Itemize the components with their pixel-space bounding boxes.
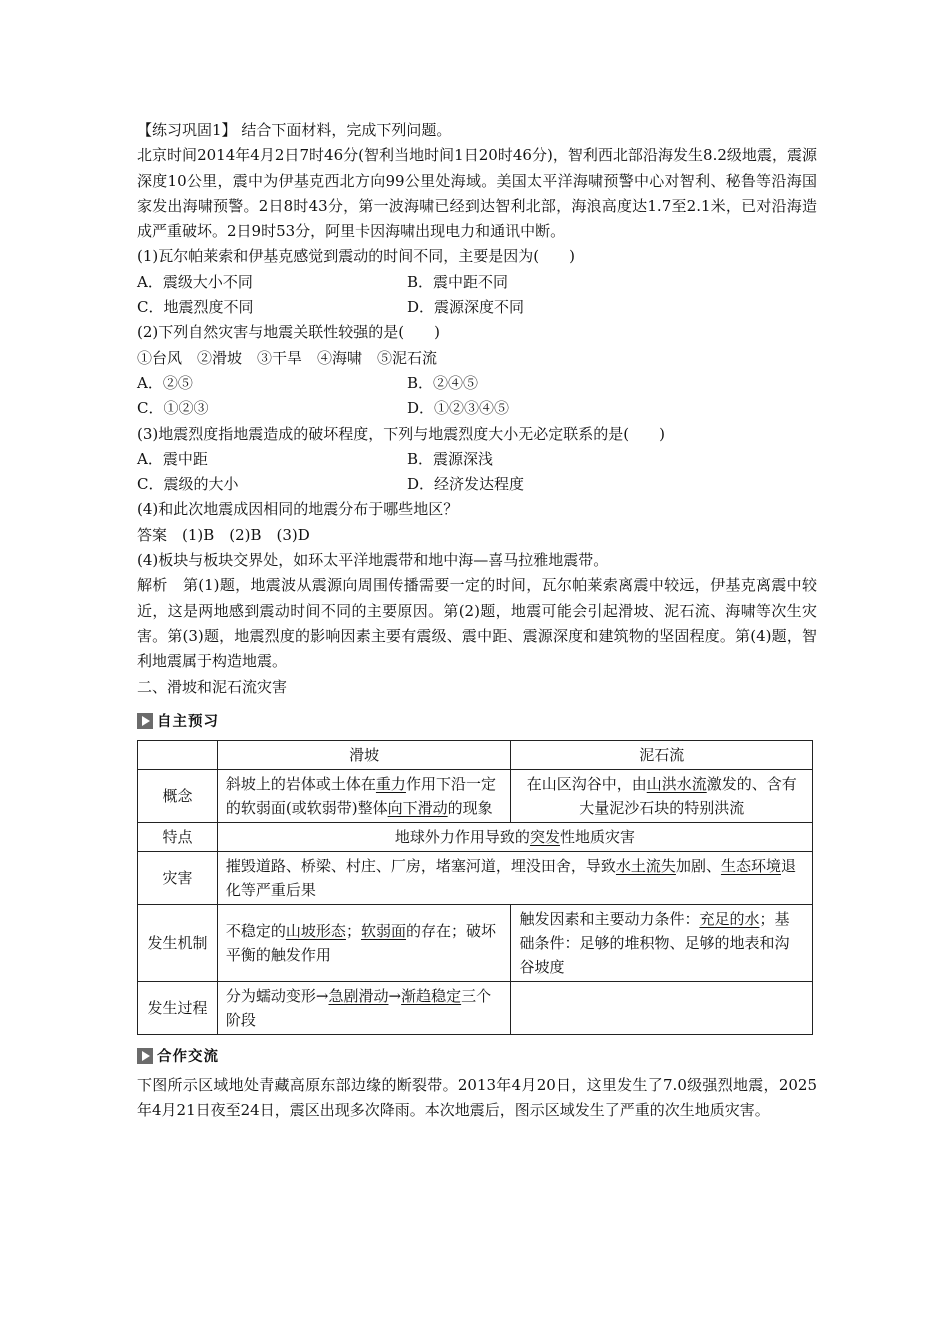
question-1-options-row1 [137,270,817,295]
header-landslide: 滑坡 [217,740,511,769]
option-a: A．震中距 [137,449,208,468]
row-label-mechanism: 发生机制 [138,904,218,981]
question-3-options-row2 [137,472,817,497]
option-d: D．震源深度不同 [407,298,525,317]
question-1-stem: (1)瓦尔帕莱索和伊基克感觉到震动的时间不同，主要是因为( ) [137,247,575,266]
document-body [137,118,817,1123]
option-b: B．震源深浅 [407,449,494,468]
question-3-stem: (3)地震烈度指地震造成的破坏程度，下列与地震烈度大小无必定联系的是( ) [137,424,665,443]
option-b: B．震中距不同 [407,272,509,291]
question-2-stem: (2)下列自然灾害与地震关联性较强的是( ) [137,323,440,342]
exercise-instruction: 结合下面材料，完成下列问题。 [241,121,452,139]
option-c: C．震级的大小 [137,475,239,494]
exercise-material: 北京时间2014年4月2日7时46分(智利当地时间1日20时46分)，智利西北部沿海发生8.2级地震，震源深度10公里，震中为伊基克西北方向99公里处海域。美国太平洋海啸预警中心对智利、秘鲁等沿海国家发出海啸预警。2日8时43分，第一波海啸已经到达智利北部，海浪高度达1.7至2.1米，已对沿海造成严重破坏。2日9时53分，阿里卡因海啸出现电力和通讯中断。 [137,146,817,241]
play-triangle-icon [137,1048,153,1064]
answer-4: (4)板块与板块交界处，如环太平洋地震带和地中海—喜马拉雅地震带。 [137,551,609,570]
question-1-options-row2 [137,295,817,320]
cell-debris-process [511,981,813,1034]
cell-landslide-mechanism: 不稳定的山坡形态；软弱面的存在；破坏平衡的触发作用 [217,904,511,981]
table-header-row [138,740,813,769]
exercise-title: 【练习巩固1】 [137,121,237,139]
exercise-heading [137,118,817,143]
row-label-concept: 概念 [138,769,218,822]
option-d: D．经济发达程度 [407,475,525,494]
question-3-options-row1 [137,447,817,472]
cooperate-text: 下图所示区域地处青藏高原东部边缘的断裂带。2013年4月20日，这里发生了7.0级强烈地震，2025年4月21日夜至24日，震区出现多次降雨。本次地震后，图示区域发生了严重的次生地质灾害。 [137,1075,817,1120]
table-corner-cell [138,740,218,769]
cooperate-label: 合作交流 [157,1049,219,1066]
preview-label: 自主预习 [157,714,219,731]
cell-debris-mechanism: 触发因素和主要动力条件：充足的水；基础条件：足够的堆积物、足够的地表和沟谷坡度 [511,904,813,981]
comparison-table [137,740,813,1035]
question-2-items: ①台风 ②滑坡 ③干旱 ④海啸 ⑤泥石流 [137,348,438,367]
cell-landslide-concept: 斜坡上的岩体或土体在重力作用下沿一定的软弱面(或软弱带)整体向下滑动的现象 [217,769,511,822]
option-c: C．地震烈度不同 [137,298,254,317]
analysis-text: 解析 第(1)题，地震波从震源向周围传播需要一定的时间，瓦尔帕莱索离震中较远，伊基克离震中较近，这是两地感到震动时间不同的主要原因。第(2)题，地震可能会引起滑坡、泥石流、海啸等次生灾害。第(3)题，地震烈度的影响因素主要有震级、震中距、震源深度和建筑物的坚固程度。第(4)题，智利地震属于构造地震。 [137,576,817,671]
cell-hazard: 摧毁道路、桥梁、村庄、厂房，堵塞河道，埋没田舍，导致水土流失加剧、生态环境退化等严重后果 [217,851,812,904]
row-label-hazard: 灾害 [138,851,218,904]
answer-line: 答案 (1)B (2)B (3)D [137,525,310,544]
option-a: A．震级大小不同 [137,272,253,291]
option-d: D．①②③④⑤ [407,399,510,418]
table-row [138,904,813,981]
row-label-process: 发生过程 [138,981,218,1034]
cell-feature: 地球外力作用导致的突发性地质灾害 [217,822,812,851]
header-debris-flow: 泥石流 [511,740,813,769]
row-label-feature: 特点 [138,822,218,851]
cell-landslide-process: 分为蠕动变形→急剧滑动→渐趋稳定三个阶段 [217,981,511,1034]
table-row [138,769,813,822]
table-row [138,851,813,904]
option-a: A．②⑤ [137,373,193,392]
play-triangle-icon [137,713,153,729]
table-row [138,981,813,1034]
preview-section-header [137,708,817,734]
cell-debris-concept: 在山区沟谷中，由山洪水流激发的、含有大量泥沙石块的特别洪流 [511,769,813,822]
table-row [138,822,813,851]
question-4-stem: (4)和此次地震成因相同的地震分布于哪些地区？ [137,500,459,519]
option-c: C．①②③ [137,399,209,418]
question-2-options-row1 [137,371,817,396]
question-2-options-row2 [137,396,817,421]
option-b: B．②④⑤ [407,373,479,392]
section-2-title: 二、滑坡和泥石流灾害 [137,677,288,696]
cooperate-section-header [137,1043,817,1069]
